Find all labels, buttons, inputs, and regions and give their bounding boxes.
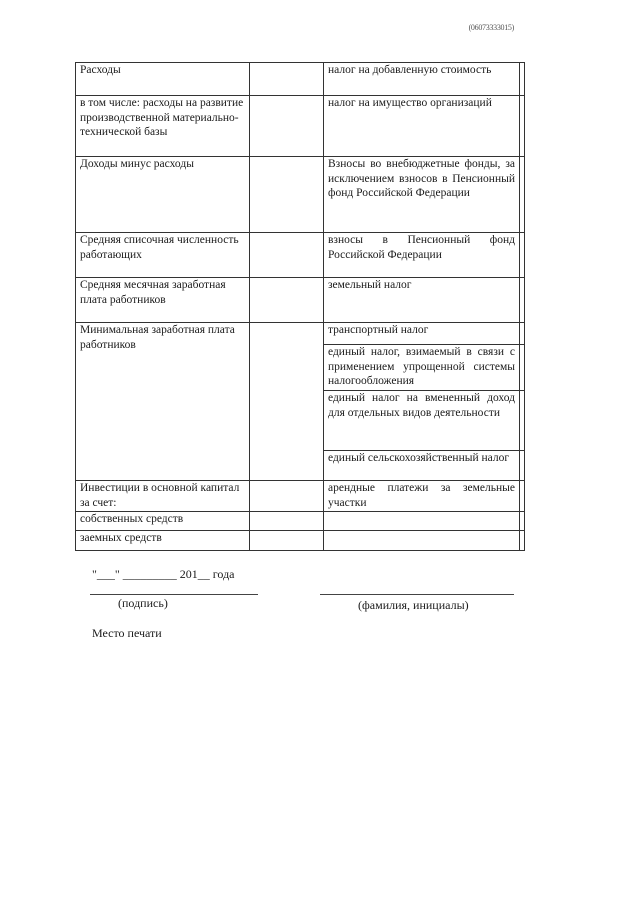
table-row: [76, 157, 525, 233]
value-cell: [250, 157, 324, 233]
indicator-label: Средняя месячная заработная плата работников: [76, 278, 250, 323]
table-row: [76, 512, 525, 531]
signature-caption: (подпись): [118, 596, 168, 610]
table-row: [76, 323, 525, 345]
value-cell: [520, 278, 525, 323]
table-row: [76, 63, 525, 96]
value-cell: [520, 531, 525, 551]
table-row: [76, 96, 525, 157]
value-cell: [250, 323, 324, 481]
document-code: (06073333015): [468, 23, 514, 32]
value-cell: [250, 96, 324, 157]
tax-label: [324, 512, 520, 531]
tax-label: взносы в Пенсионный фонд Российской Федерации: [324, 233, 520, 278]
indicator-label: заемных средств: [76, 531, 250, 551]
name-line: [320, 594, 514, 595]
tax-label: Взносы во внебюджетные фонды, за исключением взносов в Пенсионный фонд Российской Федерации: [324, 157, 520, 233]
signature-line: [90, 594, 258, 595]
value-cell: [520, 157, 525, 233]
tax-label: налог на имущество организаций: [324, 96, 520, 157]
table-row: [76, 531, 525, 551]
indicator-label: собственных средств: [76, 512, 250, 531]
name-caption: (фамилия, инициалы): [358, 598, 469, 612]
value-cell: [520, 323, 525, 345]
value-cell: [520, 63, 525, 96]
value-cell: [250, 531, 324, 551]
tax-label: [324, 531, 520, 551]
stamp-place-label: Место печати: [92, 626, 162, 640]
value-cell: [520, 481, 525, 512]
indicator-label: Расходы: [76, 63, 250, 96]
indicator-label: Средняя списочная численность работающих: [76, 233, 250, 278]
indicator-label: Инвестиции в основной капитал за счет:: [76, 481, 250, 512]
value-cell: [520, 451, 525, 481]
tax-label: земельный налог: [324, 278, 520, 323]
tax-label: единый налог на вмененный доход для отдельных видов деятельности: [324, 391, 520, 451]
value-cell: [250, 63, 324, 96]
value-cell: [250, 512, 324, 531]
tax-label: арендные платежи за земельные участки: [324, 481, 520, 512]
tax-label: единый сельскохозяйственный налог: [324, 451, 520, 481]
indicator-label: Доходы минус расходы: [76, 157, 250, 233]
indicators-table: [75, 62, 525, 551]
tax-label: единый налог, взимаемый в связи с применением упрощенной системы налогообложения: [324, 345, 520, 391]
tax-label: транспортный налог: [324, 323, 520, 345]
indicator-label: в том числе: расходы на развитие производственной материально-технической базы: [76, 96, 250, 157]
table-row: [76, 481, 525, 512]
value-cell: [520, 96, 525, 157]
tax-label: налог на добавленную стоимость: [324, 63, 520, 96]
table-row: [76, 233, 525, 278]
table-row: [76, 278, 525, 323]
value-cell: [520, 233, 525, 278]
value-cell: [250, 233, 324, 278]
value-cell: [520, 391, 525, 451]
indicator-label: Минимальная заработная плата работников: [76, 323, 250, 481]
value-cell: [520, 512, 525, 531]
value-cell: [250, 278, 324, 323]
value-cell: [250, 481, 324, 512]
value-cell: [520, 345, 525, 391]
date-line: "___" _________ 201__ года: [92, 567, 235, 581]
